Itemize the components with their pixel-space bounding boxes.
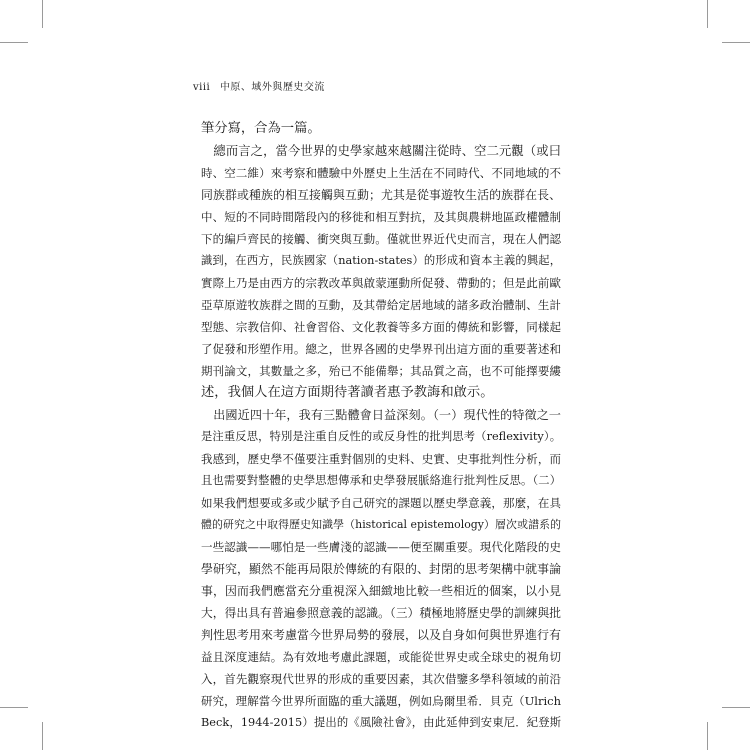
crop-mark — [0, 42, 28, 43]
text-line: Beck，1944-2015）提出的《風險社會》，由此延伸到安東尼．紀登斯 — [201, 716, 561, 729]
text-line: 實際上乃是由西方的宗教改革與啟蒙運動所促發、帶動的；但是此前歐 — [201, 276, 561, 290]
text-line: 期刊論文，其數量之多，殆已不能備舉；其品質之高，也不可能擇要縷 — [201, 364, 561, 378]
crop-mark — [722, 707, 750, 708]
text-line: 了促發和形塑作用。總之，世界各國的史學界刊出這方面的重要著述和 — [201, 342, 561, 356]
crop-mark — [707, 0, 708, 28]
text-line: 入，首先觀察現代世界的形成的重要因素，其次借鑒多學科領域的前沿 — [201, 672, 561, 686]
crop-mark — [722, 42, 750, 43]
text-line: 同族群或種族的相互接觸與互動；尤其是從事遊牧生活的族群在長、 — [201, 188, 561, 202]
text-line: 體的研究之中取得歷史知識學（historical epistemology）層次或譜系的 — [201, 518, 561, 531]
text-line: 是注重反思，特別是注重自反性的或反身性的批判思考（reflexivity）。 — [201, 430, 561, 443]
text-line: 研究，理解當今世界所面臨的重大議題，例如烏爾里希．貝克（Ulrich — [201, 694, 561, 708]
text-line: 型態、宗教信仰、社會習俗、文化教養等多方面的傳統和影響，同樣起 — [201, 320, 561, 334]
text-line: 下的編戶齊民的接觸、衝突與互動。僅就世界近代史而言，現在人們認 — [201, 232, 561, 246]
text-line: 我感到，歷史學不僅要注重對個別的史料、史實、史事批判性分析，而 — [201, 452, 561, 466]
text-line: 識到，在西方，民族國家（nation-states）的形成和資本主義的興起， — [201, 254, 561, 267]
text-line: 時、空二維）來考察和體驗中外歷史上生活在不同時代、不同地域的不 — [201, 166, 561, 180]
text-line: 出國近四十年，我有三點體會日益深刻。（一）現代性的特徵之一 — [201, 408, 561, 422]
crop-mark — [42, 0, 43, 28]
text-line: 如果我們想要或多或少賦予自己研究的課題以歷史學意義，那麼，在具 — [201, 496, 561, 510]
crop-mark — [707, 722, 708, 750]
text-line: 中、短的不同時間階段內的移徙和相互對抗，及其與農耕地區政權體制 — [201, 210, 561, 224]
running-title: 中原、域外與歷史交流 — [219, 82, 325, 93]
text-line: 事，因而我們應當充分重視深入細緻地比較一些相近的個案，以小見 — [201, 584, 561, 598]
running-header — [193, 78, 325, 93]
text-line: 亞草原遊牧族群之間的互動，及其帶給定居地域的諸多政治體制、生計 — [201, 298, 561, 312]
text-line: 且也需要對整體的史學思想傳承和史學發展脈絡進行批判性反思。（二） — [201, 474, 561, 487]
text-line: 判性思考用來考慮當今世界局勢的發展，以及自身如何與世界進行有 — [201, 628, 561, 642]
text-line: 大，得出具有普遍參照意義的認識。（三）積極地將歷史學的訓練與批 — [201, 606, 561, 620]
text-line: 一些認識——哪怕是一些膚淺的認識——便至關重要。現代化階段的史 — [201, 540, 561, 554]
text-line: 學研究，顯然不能再局限於傳統的有限的、封閉的思考架構中就事論 — [201, 562, 561, 576]
text-line: 總而言之，當今世界的史學家越來越關注從時、空二元觀（或曰 — [201, 144, 561, 158]
crop-mark — [42, 722, 43, 750]
page-number: viii — [193, 82, 211, 93]
text-line: 益且深度連結。為有效地考慮此課題，或能從世界史或全球史的視角切 — [201, 650, 561, 664]
text-line: 述，我個人在這方面期待著讀者惠予教誨和啟示。 — [201, 385, 494, 400]
crop-mark — [0, 707, 28, 708]
text-line: 筆分寫，合為一篇。 — [201, 121, 321, 136]
